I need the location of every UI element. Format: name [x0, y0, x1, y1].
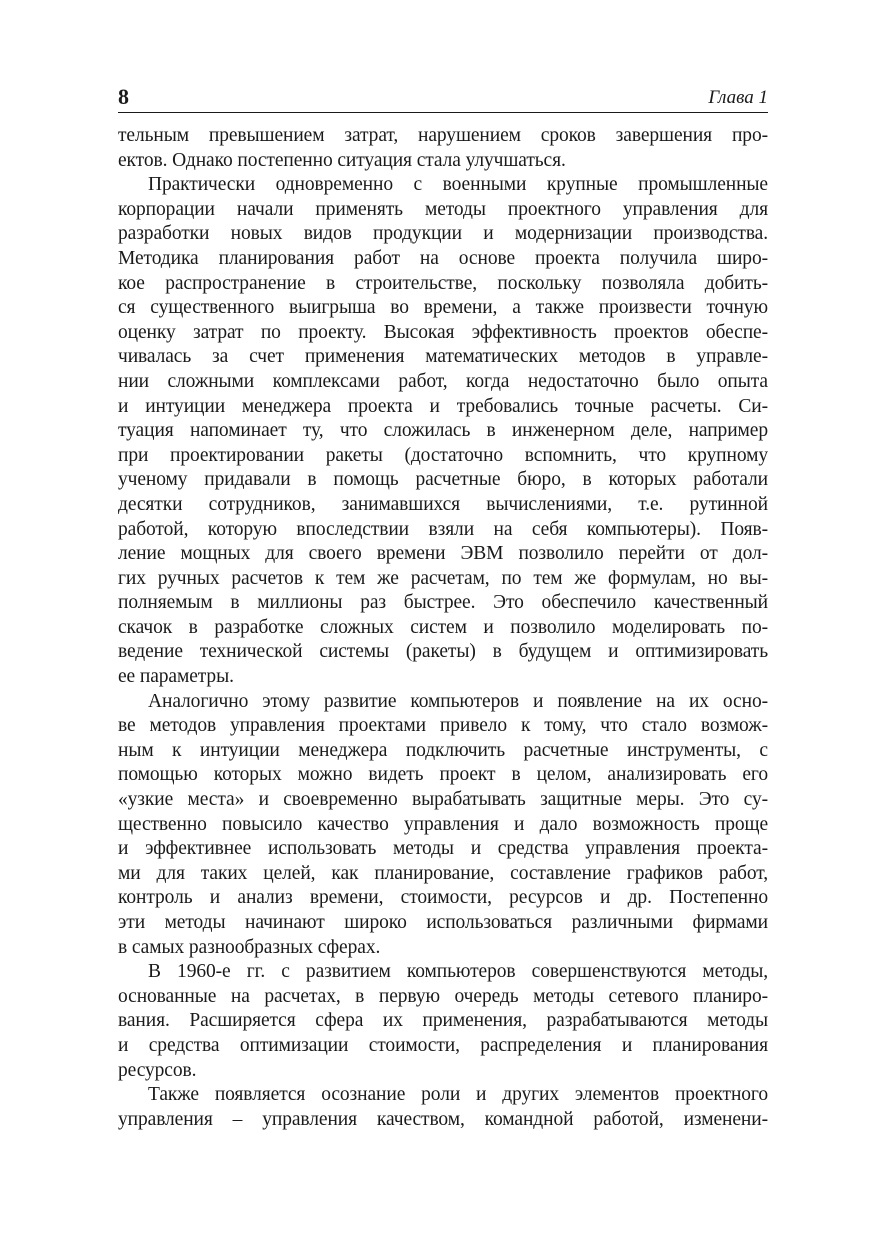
page-body: [118, 124, 768, 1132]
text-line: ве методов управления проектами привело к тому, что стало возмож-: [118, 715, 768, 737]
text-line: скачок в разработке сложных систем и позволило моделировать по-: [118, 616, 768, 638]
text-line: оценку затрат по проекту. Высокая эффективность проектов обеспе-: [118, 321, 768, 343]
text-line: помощью которых можно видеть проект в целом, анализировать его: [118, 764, 768, 786]
chapter-title: Глава 1: [708, 87, 768, 108]
text-line: гих ручных расчетов к тем же расчетам, по тем же формулам, но вы-: [118, 567, 768, 589]
text-line: ление мощных для своего времени ЭВМ позволило перейти от дол-: [118, 543, 768, 565]
paragraph: [118, 124, 768, 173]
text-line: ми для таких целей, как планирование, составление графиков работ,: [118, 862, 768, 884]
text-line: чивалась за счет применения математических методов в управле-: [118, 346, 768, 368]
text-line: ее параметры.: [118, 666, 234, 688]
text-line: при проектировании ракеты (достаточно вспомнить, что крупному: [118, 444, 768, 466]
text-line: эти методы начинают широко использоваться различными фирмами: [118, 912, 768, 933]
text-line: ведение технической системы (ракеты) в будущем и оптимизировать: [118, 641, 768, 663]
text-line: работой, которую впоследствии взяли на себя компьютеры). Появ-: [118, 518, 768, 540]
running-header: [118, 84, 768, 113]
text-line: и эффективнее использовать методы и средства управления проекта-: [118, 838, 768, 860]
text-line: Практически одновременно с военными крупные промышленные: [148, 174, 768, 196]
paragraph: [118, 1083, 768, 1132]
text-line: кое распространение в строительстве, поскольку позволяла добить-: [118, 272, 768, 294]
text-line: ным к интуиции менеджера подключить расчетные инструменты, с: [118, 739, 768, 761]
text-line: Методика планирования работ на основе проекта получила широ-: [118, 247, 768, 269]
text-line: ектов. Однако постепенно ситуация стала улучшаться.: [118, 149, 566, 171]
paragraph: [118, 173, 768, 689]
text-line: десятки сотрудников, занимавшихся вычислениями, т.е. рутинной: [118, 493, 768, 515]
text-line: ся существенного выигрыша во времени, а также произвести точную: [118, 297, 768, 319]
text-line: контроль и анализ времени, стоимости, ресурсов и др. Постепенно: [118, 887, 768, 909]
text-line: в самых разнообразных сферах.: [118, 936, 381, 958]
page-number: 8: [118, 84, 129, 109]
text-line: Также появляется осознание роли и других элементов проектного: [148, 1084, 768, 1106]
paragraph: [118, 690, 768, 961]
text-line: щественно повысило качество управления и дало возможность проще: [118, 813, 768, 835]
text-line: В 1960-е гг. с развитием компьютеров совершенствуются методы,: [148, 961, 768, 983]
text-line: вания. Расширяется сфера их применения, разрабатываются методы: [118, 1010, 768, 1032]
text-line: и средства оптимизации стоимости, распределения и планирования: [118, 1034, 768, 1056]
paragraph: [118, 960, 768, 1083]
text-line: туация напоминает ту, что сложилась в инженерном деле, например: [118, 420, 768, 442]
text-line: полняемым в миллионы раз быстрее. Это обеспечило качественный: [118, 592, 768, 614]
text-line: основанные на расчетах, в первую очередь методы сетевого планиро-: [118, 985, 768, 1007]
text-line: Аналогично этому развитие компьютеров и появление на их осно-: [148, 690, 768, 712]
text-line: тельным превышением затрат, нарушением сроков завершения про-: [118, 125, 768, 146]
text-line: «узкие места» и своевременно вырабатывать защитные меры. Это су-: [118, 789, 768, 811]
text-line: ресурсов.: [118, 1059, 197, 1081]
text-line: разработки новых видов продукции и модернизации производства.: [118, 223, 768, 245]
text-line: нии сложными комплексами работ, когда недостаточно было опыта: [118, 370, 768, 392]
text-line: ученому придавали в помощь расчетные бюро, в которых работали: [118, 469, 768, 491]
text-line: управления – управления качеством, командной работой, изменени-: [118, 1108, 768, 1130]
text-line: корпорации начали применять методы проектного управления для: [118, 198, 768, 220]
text-line: и интуиции менеджера проекта и требовались точные расчеты. Си-: [118, 395, 768, 417]
